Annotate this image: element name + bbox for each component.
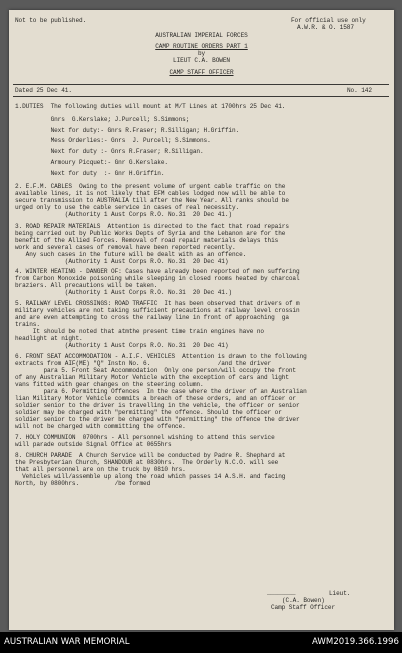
officer-name: LIEUT C.A. BOWEN	[173, 57, 230, 64]
body-line: para 5. Front Seat Accommodation Only one person/will occupy the front	[15, 367, 296, 374]
body-line: Next for duty:- Gnrs R.Fraser; R.Silligan; H.Griffin.	[15, 127, 240, 134]
body-line: headlight at night.	[15, 335, 83, 342]
body-line: Gnrs G.Kerslake; J.Purcell; S.Simmons;	[15, 116, 190, 123]
officer-role: CAMP STAFF OFFICER	[169, 69, 234, 76]
form-reference: A.W.R. & O. 1587	[297, 24, 354, 31]
order-date: Dated 25 Dec 41.	[15, 87, 72, 94]
signatory-role: Camp Staff Officer	[271, 604, 336, 611]
body-line: being carried out by Public Works Depts of Syria and the Lebanon are for the	[15, 230, 286, 237]
header-rule-top	[13, 84, 389, 85]
body-line: urged only to use the cable service in cases of real necessity.	[15, 204, 240, 211]
body-line: the Presbyterian Church, SHANDOUR at 0830hrs. The Orderly N.C.O. will see	[15, 459, 279, 466]
force-heading: AUSTRALIAN IMPERIAL FORCES	[155, 32, 248, 39]
section-heading-line: 1.DUTIES The following duties will mount at M/T Lines at 1700hrs 25 Dec 41.	[15, 103, 286, 110]
body-line: para 6. Permitting Offences In the case where the driver of an Australian	[15, 388, 307, 395]
section-heading-line: 3. ROAD REPAIR MATERIALS Attention is directed to the fact that road repairs	[15, 223, 289, 230]
body-line: Armoury Picquet:- Gnr G.Kerslake.	[15, 159, 168, 166]
section-heading-line: 6. FRONT SEAT ACCOMMODATION - A.I.F. VEHICLES Attention is drawn to the following	[15, 353, 307, 360]
section-heading-line: 2. E.F.M. CABLES Owing to the present volume of urgent cable traffic on the	[15, 183, 286, 190]
body-line: (Authority 1 Aust Corps R.O. No.31 20 Dec 41)	[15, 258, 229, 265]
body-line: soldier senior to the driver is travelling in the vehicle, the officer or senior	[15, 402, 300, 409]
body-line: trains.	[15, 321, 40, 328]
archive-footer	[0, 632, 402, 653]
section-heading-line: 8. CHURCH PARADE A Church Service will be conducted by Padre R. Shephard at	[15, 452, 286, 459]
signature-rank: Lieut.	[329, 590, 351, 597]
body-line: (Authority 1 Aust Corps R.O. No.31 20 Dec 41.)	[15, 289, 232, 296]
document-page	[9, 10, 394, 630]
body-line: military vehicles are not taking sufficient precautions at railway level crossin	[15, 307, 300, 314]
body-line: (Authority 1 Aust Corps R.O. No.31 20 Dec 41.)	[15, 211, 232, 218]
body-line: Mess Orderlies:- Gnrs J. Purcell; S.Simmons.	[15, 137, 211, 144]
body-line: from Carbon Monoxide poisoning while sleeping in closed rooms heated by charcoal	[15, 275, 300, 282]
body-line: Vehicles will/assemble up along the road which passes 14 A.S.H. and facing	[15, 473, 286, 480]
body-line: lian Military Motor Vehicle commits a breach of these orders, and an officer or	[15, 395, 296, 402]
body-line: work and several cases of removal have been reported recently.	[15, 244, 236, 251]
document-title: CAMP ROUTINE ORDERS PART 1	[155, 43, 248, 50]
order-number: No. 142	[347, 87, 372, 94]
section-heading-line: 5. RAILWAY LEVEL CROSSINGS: ROAD TRAFFIC It has been observed that drivers of m	[15, 300, 300, 307]
body-line: vans fitted with gear changes on the steering column.	[15, 381, 204, 388]
body-line: (Authority 1 Aust Corps R.O. No.31 20 Dec 41)	[15, 342, 229, 349]
body-line: braziers. All precautions will be taken.	[15, 282, 158, 289]
archive-reference: AWM2019.366.1996	[312, 637, 399, 647]
body-line: will parade outside Signal Office at 0655hrs	[15, 441, 172, 448]
section-heading-line: 7. HOLY COMMUNION 0700hrs - All personnel wishing to attend this service	[15, 434, 275, 441]
body-line: soldier may be charged with "permitting" the offence. Should the officer or	[15, 409, 282, 416]
body-line: will not be charged with committing the offence.	[15, 423, 186, 430]
body-line: that all personnel are on the truck by 0810 hrs.	[15, 466, 186, 473]
signatory-name: (C.A. Bowen)	[282, 597, 325, 604]
body-line: available lines, it is not likely that EFM cables lodged now will be able to	[15, 190, 286, 197]
body-line: It should be noted that atmthe present time train engines have no	[15, 328, 264, 335]
section-heading-line: 4. WINTER HEATING - DANGER OF: Cases have already been reported of men suffering	[15, 268, 300, 275]
header-rule-bottom	[13, 96, 389, 97]
body-line: soldier senior to the driver be charged with "permitting" the offence the driver	[15, 416, 300, 423]
official-use-note: For official use only	[291, 17, 366, 24]
signature-mark: ________	[267, 589, 296, 596]
publication-note: Not to be published.	[15, 17, 87, 24]
body-line: Next for duty :- Gnr H.Griffin.	[15, 170, 165, 177]
body-line: Next for duty :- Gnrs R.Fraser; R.Silligan.	[15, 148, 204, 155]
by-line: by	[197, 50, 206, 57]
archive-name: AUSTRALIAN WAR MEMORIAL	[4, 637, 130, 647]
body-line: benefit of the Allied Forces. Removal of road repair materials delays this	[15, 237, 279, 244]
body-line: secure transmission to AUSTRALIA till after the New Year. All ranks should be	[15, 197, 289, 204]
body-line: extracts from AIF(ME) "Q" Instn No. 6. /and the driver	[15, 360, 272, 367]
body-line: Any such cases in the future will be dealt with as an offence.	[15, 251, 247, 258]
body-line: and are even attempting to cross the railway line in front of approaching ga	[15, 314, 289, 321]
body-line: North, by 0800hrs. /be formed	[15, 480, 151, 487]
body-line: of any Australian Military Motor Vehicle with the exception of cars and light	[15, 374, 289, 381]
